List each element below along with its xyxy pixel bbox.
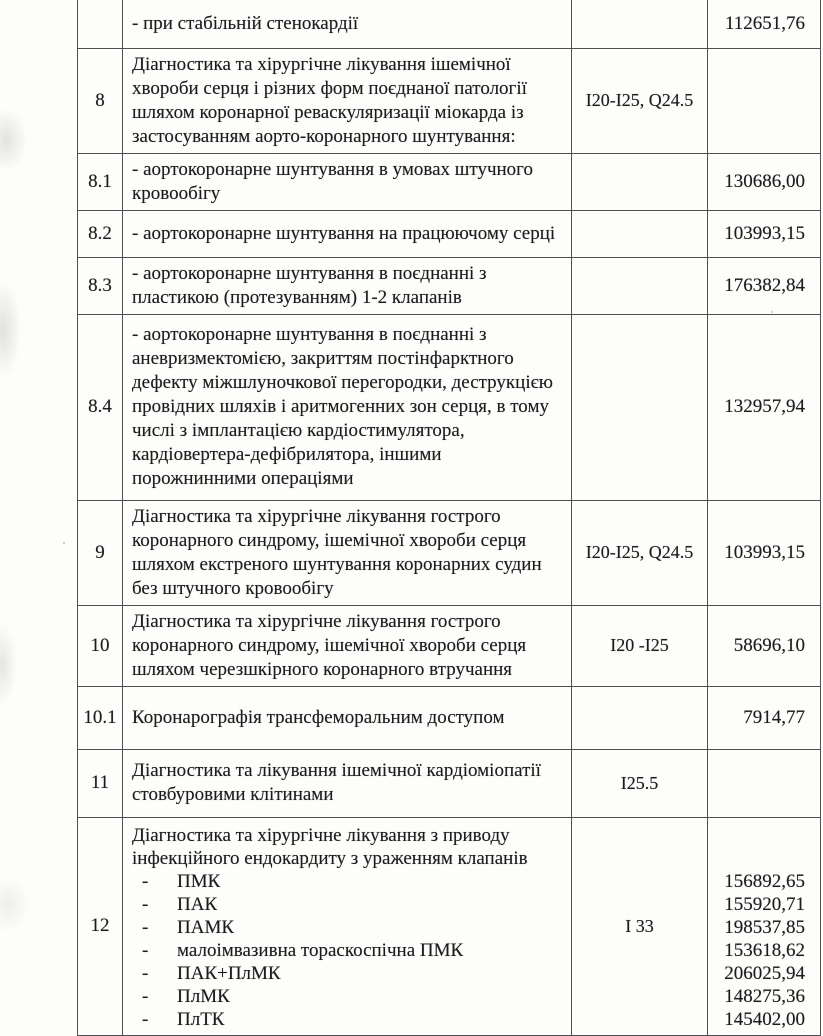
list-item-bullet: -: [142, 916, 149, 938]
list-item-bullet: -: [142, 962, 149, 984]
table-row: [78, 314, 821, 500]
icd-code-cell: I 33: [572, 817, 708, 1035]
tariff-table: [77, 0, 821, 1036]
tariff-value-cell: 103993,15: [708, 500, 821, 605]
tariff-line: 145402,00: [724, 1008, 805, 1030]
service-description-cell: - аортокоронарне шунтування в поєднанні з аневризмектомією, закриттям постінфарктного дефекту міжшлуночкової перегородки, деструкцією провідних шляхів і аритмогенних зон серця, в тому числі з імплантацією кардіостимулятора, кардіовертера-дефібрилятора, іншими порожнинними операціями: [123, 314, 572, 500]
tariff-line: 198537,85: [724, 916, 805, 938]
tariff-value-cell: 103993,15: [708, 210, 821, 257]
row-number-cell: [78, 0, 123, 48]
tariff-line: 148275,36: [724, 985, 805, 1007]
icd-code-cell: [572, 257, 708, 314]
service-description-cell: Коронарографія трансфеморальним доступом: [123, 686, 572, 749]
row-number-cell: 11: [78, 749, 123, 817]
icd-code-cell: [572, 210, 708, 257]
row-number-cell: 10: [78, 605, 123, 686]
list-item-bullet: -: [142, 1008, 149, 1030]
row-12-intro: Діагностика та хірургічне лікування з приводу інфекційного ендокардиту з ураженням клапанів: [132, 824, 528, 869]
tariff-line: 153618,62: [724, 939, 805, 961]
table-row: [78, 686, 821, 749]
tariff-value-cell: [708, 48, 821, 153]
service-description-cell: - аортокоронарне шунтування в поєднанні з пластикою (протезуванням) 1-2 клапанів: [123, 257, 572, 314]
list-item-bullet: -: [142, 870, 149, 892]
table-row: [78, 153, 821, 210]
row-number-cell: 9: [78, 500, 123, 605]
tariff-line: 155920,71: [724, 893, 805, 915]
icd-code-cell: [572, 314, 708, 500]
list-item: [132, 985, 562, 1008]
service-description-cell: Діагностика та хірургічне лікування гострого коронарного синдрому, ішемічної хвороби серця шляхом черезшкірного коронарного втручання: [123, 605, 572, 686]
tariff-value-cell: 132957,94: [708, 314, 821, 500]
list-item: [132, 962, 562, 985]
row-number-cell: 8.1: [78, 153, 123, 210]
list-item: [132, 1008, 562, 1031]
icd-code-cell: [572, 153, 708, 210]
tariff-value-cell: [708, 817, 821, 1035]
row-number-cell: 8.2: [78, 210, 123, 257]
list-item-bullet: -: [142, 893, 149, 915]
tariff-spacer: [710, 824, 805, 870]
service-description-cell: - аортокоронарне шунтування на працюючому серці: [123, 210, 572, 257]
row-number-cell: 8.4: [78, 314, 123, 500]
list-item-bullet: -: [142, 985, 149, 1007]
list-item: [132, 870, 562, 893]
table-row: [78, 257, 821, 314]
tariff-value-cell: [708, 749, 821, 817]
table-row: [78, 0, 821, 48]
table-row: [78, 48, 821, 153]
list-item-label: малоімвазивна тораскоспічна ПМК: [177, 939, 464, 961]
tariff-value-cell: 130686,00: [708, 153, 821, 210]
row-number-cell: 12: [78, 817, 123, 1035]
list-item-label: ПАК+ПлМК: [177, 962, 281, 984]
list-item-label: ПАМК: [177, 916, 235, 938]
icd-code-cell: [572, 0, 708, 48]
table-row: [78, 605, 821, 686]
service-description-cell: - аортокоронарне шунтування в умовах штучного кровообігу: [123, 153, 572, 210]
row-number-cell: 8: [78, 48, 123, 153]
icd-code-cell: I25.5: [572, 749, 708, 817]
tariff-value-cell: 7914,77: [708, 686, 821, 749]
list-item: [132, 893, 562, 916]
row-number-cell: 8.3: [78, 257, 123, 314]
icd-code-cell: I20 -I25: [572, 605, 708, 686]
tariff-value-cell: 176382,84: [708, 257, 821, 314]
list-item: [132, 916, 562, 939]
icd-code-cell: [572, 686, 708, 749]
service-description-cell: Діагностика та лікування ішемічної кардіоміопатії стовбуровими клітинами: [123, 749, 572, 817]
list-item-label: ПлМК: [177, 985, 230, 1007]
icd-code-cell: I20-I25, Q24.5: [572, 48, 708, 153]
table-row: [78, 210, 821, 257]
list-item-label: ПАК: [177, 893, 218, 915]
list-item-label: ПМК: [177, 870, 221, 892]
tariff-value-cell: 112651,76: [708, 0, 821, 48]
list-item-label: ПлТК: [177, 1008, 225, 1030]
list-item: [132, 939, 562, 962]
list-item-bullet: -: [142, 939, 149, 961]
tariff-line: 206025,94: [724, 962, 805, 984]
tariff-line: 156892,65: [724, 870, 805, 892]
table-row: [78, 817, 821, 1035]
table-row: [78, 500, 821, 605]
table-row: [78, 749, 821, 817]
service-description-cell: Діагностика та хірургічне лікування ішемічної хвороби серця і різних форм поєднаної патології шляхом коронарної реваскуляризації міокарда із застосуванням аорто-коронарного шунтування:: [123, 48, 572, 153]
service-description-cell: - при стабільній стенокардії: [123, 0, 572, 48]
row-number-cell: 10.1: [78, 686, 123, 749]
tariff-value-cell: 58696,10: [708, 605, 821, 686]
service-description-cell: [123, 817, 572, 1035]
icd-code-cell: I20-I25, Q24.5: [572, 500, 708, 605]
service-description-cell: Діагностика та хірургічне лікування гострого коронарного синдрому, ішемічної хвороби серця шляхом екстреного шунтування коронарних судин без штучного кровообігу: [123, 500, 572, 605]
